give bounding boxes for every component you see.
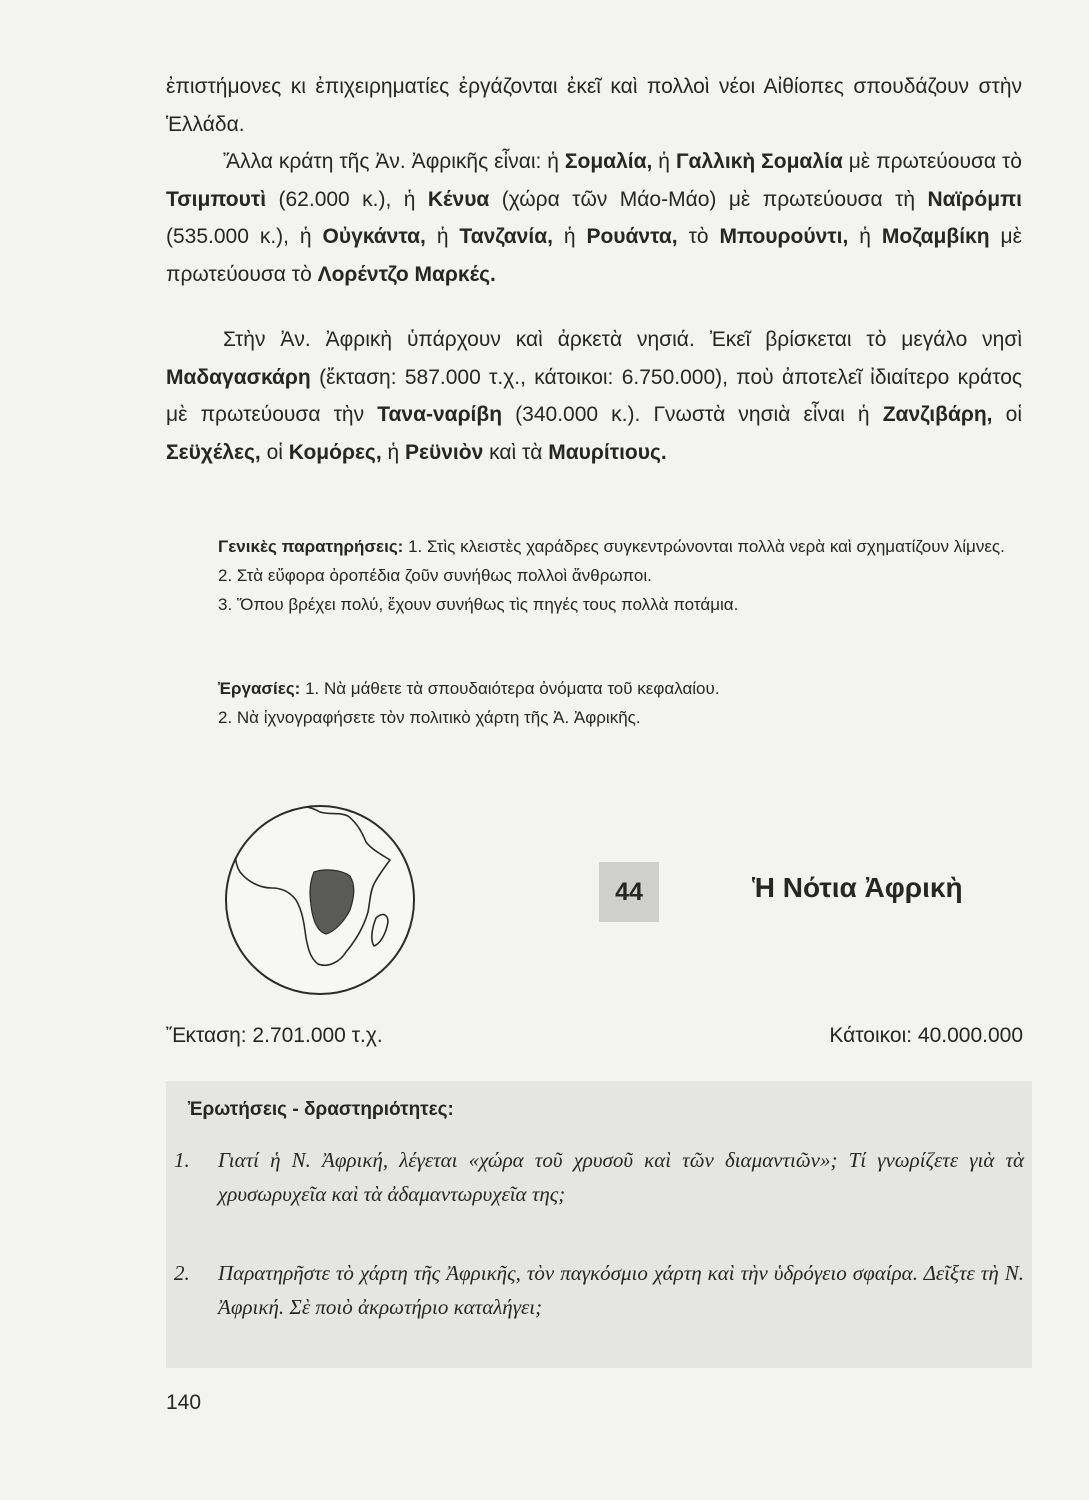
country-name: Μπουρούντι, [719,225,849,248]
africa-globe-icon [222,802,418,998]
paragraph-continuation [166,68,1022,143]
country-name: Τανζανία, [459,225,553,248]
task-2: 2. Νὰ ἰχνογραφήσετε τὸν πολιτικὸ χάρτη τῆς Ἀ. Ἀφρικῆς. [218,708,641,727]
paragraph-text: ἐπιστήμονες κι ἐπιχειρηματίες ἐργάζονται ἐκεῖ καὶ πολλοὶ νέοι Αἰθίοπες σπουδάζουν στὴν Ἑλλάδα. [166,75,1022,136]
question-2 [174,1256,1024,1324]
tasks [166,674,1022,732]
country-name: Γαλλικὴ Σομαλία [675,150,843,173]
questions-box [166,1081,1032,1368]
general-notes [166,532,1022,619]
country-name: Ρουάντα, [586,225,678,248]
question-1 [174,1143,1024,1211]
question-number: 2. [174,1261,190,1285]
paragraph-east-africa-states: Ἄλλα κράτη τῆς Ἀν. Ἀφρικῆς εἶναι: ἡ Σομαλία, ἡ Γαλλικὴ Σομαλία μὲ πρωτεύουσα τὸ Τσιμπουτὶ (62.000 κ.), ἡ Κένυα (χώρα τῶν Μάο-Μάο) μὲ πρωτεύουσα τὴ Ναϊρόμπι (535.000 κ.), ἡ Οὐγκάντα, ἡ Τανζανία, ἡ Ρουάντα, τὸ Μπουρούντι, ἡ Μοζαμβίκη μὲ πρωτεύουσα τὸ Λορέντζο Μαρκές. [166,150,1022,286]
questions-title: Ἐρωτήσεις - δραστηριότητες: [188,1099,454,1120]
population-stat: Κάτοικοι: 40.000.000 [829,1024,1023,1047]
paragraph-islands: Στὴν Ἀν. Ἀφρικὴ ὑπάρχουν καὶ ἀρκετὰ νησιά. Ἐκεῖ βρίσκεται τὸ μεγάλο νησὶ Μαδαγασκάρη (ἔκταση: 587.000 τ.χ., κάτοικοι: 6.750.000), ποὺ ἀποτελεῖ ἰδιαίτερο κράτος μὲ πρωτεύουσα τὴν Τανα-ναρίβη (340.000 κ.). Γνωστὰ νησιὰ εἶναι ἡ Ζανζιβάρη, οἱ Σεϋχέλες, οἱ Κομόρες, ἡ Ρεϋνιὸν καὶ τὰ Μαυρίτιους. [166,328,1022,464]
general-note-3: 3. Ὅπου βρέχει πολύ, ἔχουν συνήθως τὶς πηγές τους πολλὰ ποτάμια. [218,595,739,614]
capital-name: Ναϊρόμπι [927,187,1022,211]
island-name: Ρεϋνιὸν [405,440,484,464]
capital-name: Λορέντζο Μαρκές. [317,262,496,286]
general-note-2: 2. Στὰ εὔφορα ὀροπέδια ζοῦν συνήθως πολλοὶ ἄνθρωποι. [218,566,652,585]
country-name: Οὐγκάντα, [322,225,426,248]
general-note-1: Γενικὲς παρατηρήσεις: 1. Στὶς κλειστὲς χαράδρες συγκεντρώνονται πολλὰ νερὰ καὶ σχηματίζουν λίμνες. [218,537,1005,556]
country-name: Κένυα [427,187,490,211]
tasks-label: Ἐργασίες: [218,679,301,698]
capital-name: Τανα-ναρίβη [377,403,503,426]
task-1: Ἐργασίες: 1. Νὰ μάθετε τὰ σπουδαιότερα ὀνόματα τοῦ κεφαλαίου. [218,679,720,698]
island-name: Μαυρίτιους. [548,440,667,464]
capital-name: Τσιμπουτὶ [166,187,267,211]
area-stat: Ἔκταση: 2.701.000 τ.χ. [166,1024,383,1047]
question-text: Παρατηρῆστε τὸ χάρτη τῆς Ἀφρικῆς, τὸν παγκόσμιο χάρτη καὶ τὴν ὑδρόγειο σφαίρα. Δεῖξτε τὴ Ν. Ἀφρική. Σὲ ποιὸ ἀκρωτήριο καταλήγει; [218,1261,1024,1319]
country-name: Μοζαμβίκη [881,225,990,248]
chapter-title: Ἡ Νότια Ἀφρικὴ [752,872,963,903]
question-text: Γιατί ἡ Ν. Ἀφρική, λέγεται «χώρα τοῦ χρυσοῦ καὶ τῶν διαμαντιῶν»; Τί γνωρίζετε γιὰ τὰ χρυσωρυχεῖα καὶ τὰ ἀδαμαντωρυχεῖα της; [218,1148,1024,1206]
island-name: Σεϋχέλες, [166,440,261,464]
europe-outline [268,802,308,804]
island-name: Μαδαγασκάρη [166,365,311,389]
page-number: 140 [166,1391,202,1414]
country-name: Σομαλία, [564,150,653,173]
question-number: 1. [174,1148,190,1172]
chapter-number-badge: 44 [599,862,659,922]
island-name: Κομόρες, [288,440,382,464]
general-notes-label: Γενικὲς παρατηρήσεις: [218,537,404,556]
island-name: Ζανζιβάρη, [882,403,993,426]
